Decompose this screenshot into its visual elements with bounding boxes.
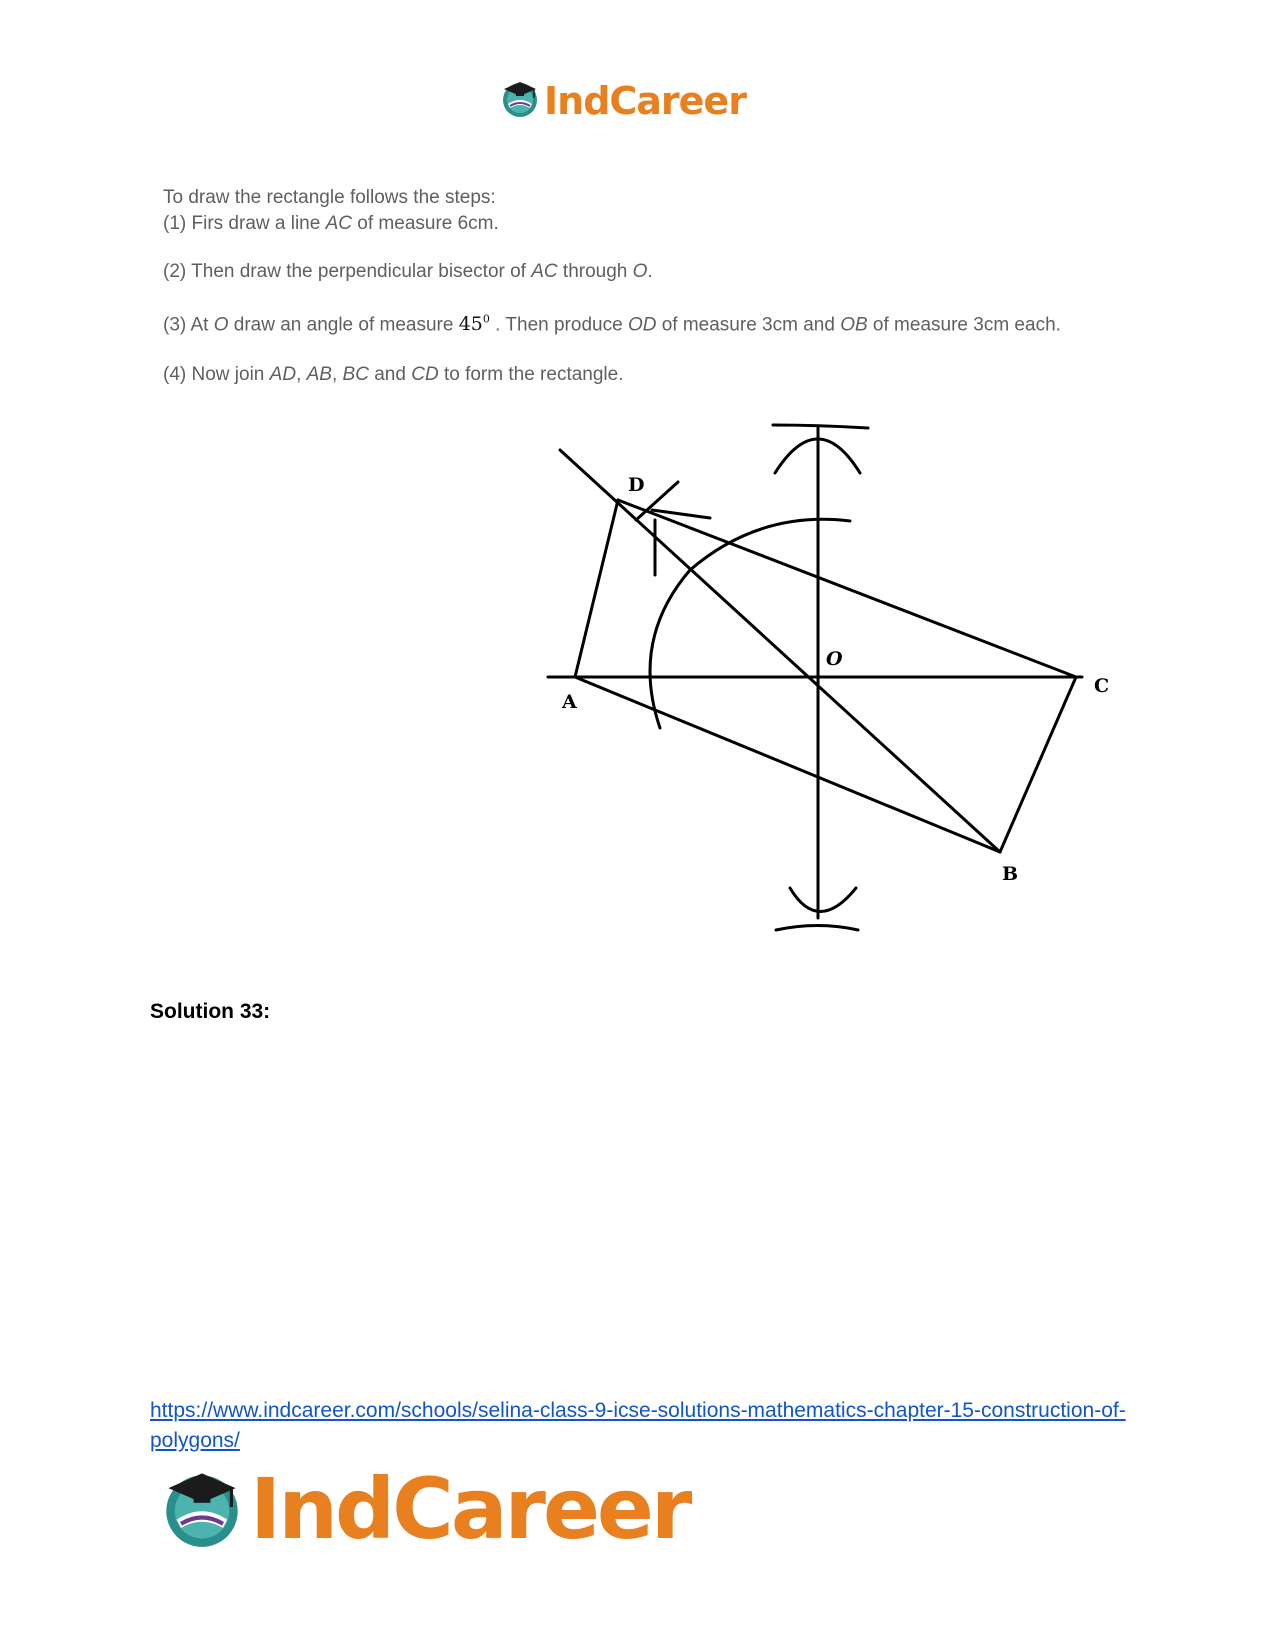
header-logo-text: IndCareer <box>544 78 746 123</box>
step-4: (4) Now join AD, AB, BC and CD to form the rectangle. <box>163 364 624 386</box>
line-bc <box>1000 677 1076 852</box>
line-ab <box>575 677 1000 852</box>
line-diagonal-bd <box>560 450 1000 852</box>
solution-heading: Solution 33: <box>150 1000 271 1023</box>
label-c: C <box>1094 675 1110 697</box>
header-logo <box>500 78 746 123</box>
label-a: A <box>562 691 577 713</box>
graduation-cap-globe-icon <box>500 78 540 123</box>
label-d: D <box>628 474 645 496</box>
angle-45-degrees: $45^0$ <box>458 313 490 336</box>
steps-intro: To draw the rectangle follows the steps: <box>163 187 496 208</box>
step-2: (2) Then draw the perpendicular bisector of AC through O. <box>163 261 653 282</box>
arc-top-cross <box>773 425 868 428</box>
graduation-cap-globe-icon <box>160 1465 244 1554</box>
rectangle-construction-figure <box>540 415 1140 955</box>
arc-bottom <box>790 888 856 912</box>
line-ad <box>575 500 618 677</box>
label-o: O <box>826 648 843 670</box>
construction-steps <box>163 185 1163 388</box>
footer-logo <box>160 1460 689 1558</box>
arc-bottom-cross <box>776 926 858 931</box>
step-1: (1) Firs draw a line AC of measure 6cm. <box>163 213 499 234</box>
label-b: B <box>1002 863 1019 885</box>
source-link[interactable]: https://www.indcareer.com/schools/selina-class-9-icse-solutions-mathematics-chapter-15-construction-of-polygons/ <box>150 1399 1126 1452</box>
footer-logo-text: IndCareer <box>250 1460 690 1558</box>
line-dc <box>618 500 1076 677</box>
step-3: (3) At O draw an angle of measure $45^0$ . Then produce OD of measure 3cm and OB of measure 3cm each. <box>163 313 1061 336</box>
